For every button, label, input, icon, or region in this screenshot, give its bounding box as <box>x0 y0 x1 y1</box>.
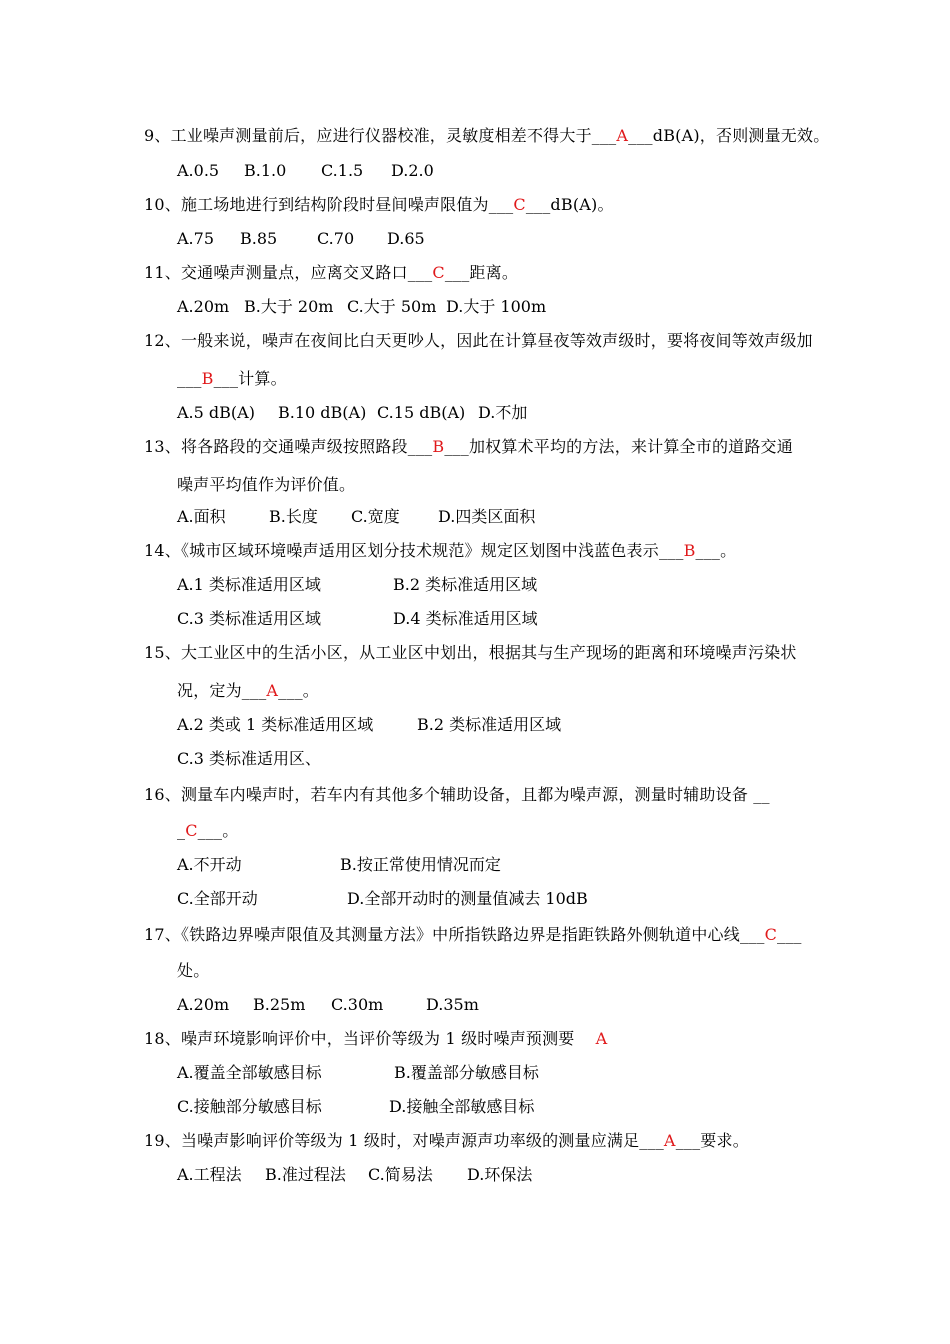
question-15 <box>144 643 797 663</box>
answer-mark: B <box>201 369 214 388</box>
question-text: 17、《铁路边界噪声限值及其测量方法》中所指铁路边界是指距铁路外侧轨道中心线___ <box>144 925 765 944</box>
answer-mark: B <box>683 541 696 560</box>
option-b: B.覆盖部分敏感目标 <box>394 1063 539 1082</box>
option-d: D.全部开动时的测量值减去 10dB <box>347 889 588 908</box>
answer-mark: C <box>432 263 445 282</box>
option-c: C.3 类标准适用区域 <box>177 609 322 628</box>
option-a: A.面积 <box>177 507 226 526</box>
question-19 <box>144 1131 749 1151</box>
option-b: B.10 dB(A) <box>278 403 367 422</box>
option-b: B.25m <box>253 995 306 1014</box>
option-c: C.15 dB(A) <box>377 403 466 422</box>
question-text: ___ <box>177 369 202 388</box>
option-a: A.0.5 <box>177 161 220 180</box>
question-text: _ <box>177 821 186 840</box>
question-text: 13、将各路段的交通噪声级按照路段___ <box>144 437 433 456</box>
option-a: A.不开动 <box>177 855 242 874</box>
option-b: B.按正常使用情况而定 <box>340 855 501 874</box>
question-17-cont <box>177 961 209 981</box>
question-text: ___要求。 <box>675 1131 749 1150</box>
answer-mark: A <box>616 126 629 145</box>
question-text: ___dB(A)，否则测量无效。 <box>628 126 830 145</box>
question-text: 12、一般来说，噪声在夜间比白天更吵人，因此在计算昼夜等效声级时，要将夜间等效声级加 <box>144 331 813 350</box>
question-text: 15、大工业区中的生活小区，从工业区中划出，根据其与生产现场的距离和环境噪声污染状 <box>144 643 797 662</box>
option-c: C.30m <box>331 995 384 1014</box>
question-text: ___距离。 <box>444 263 519 282</box>
question-text: 9、工业噪声测量前后，应进行仪器校准，灵敏度相差不得大于___ <box>144 126 617 145</box>
question-text: 处。 <box>177 961 210 980</box>
question-text: 19、当噪声影响评价等级为 1 级时，对噪声源声功率级的测量应满足___ <box>144 1131 664 1150</box>
question-text: ___ <box>777 925 802 944</box>
question-text: ___。 <box>278 681 319 700</box>
option-c: C.全部开动 <box>177 889 258 908</box>
option-a: A.1 类标准适用区域 <box>177 575 321 594</box>
answer-mark: C <box>185 821 198 840</box>
option-a: A.20m <box>177 297 230 316</box>
option-b: B.85 <box>240 229 278 248</box>
answer-mark: A <box>595 1029 608 1048</box>
option-c: C.3 类标准适用区、 <box>177 749 322 768</box>
option-c: C.宽度 <box>351 507 400 526</box>
answer-mark: C <box>764 925 778 944</box>
question-17 <box>144 925 802 945</box>
question-14 <box>144 541 736 561</box>
question-12-cont <box>177 369 287 389</box>
option-b: B.2 类标准适用区域 <box>417 715 562 734</box>
option-b: B.2 类标准适用区域 <box>393 575 538 594</box>
option-c: C.70 <box>317 229 355 248</box>
option-a: A.2 类或 1 类标准适用区域 <box>177 715 374 734</box>
option-d: D.四类区面积 <box>438 507 536 526</box>
question-text: 噪声平均值作为评价值。 <box>177 475 356 494</box>
question-text: ___dB(A)。 <box>525 195 614 214</box>
option-c: C.简易法 <box>368 1165 433 1184</box>
option-b: B.长度 <box>269 507 318 526</box>
question-text: ___计算。 <box>213 369 287 388</box>
question-10 <box>144 195 614 215</box>
option-d: D.接触全部敏感目标 <box>389 1097 535 1116</box>
question-text: ___。 <box>197 821 239 840</box>
question-text: 10、施工场地进行到结构阶段时昼间噪声限值为___ <box>144 195 514 214</box>
option-a: A.工程法 <box>177 1165 242 1184</box>
option-b: B.1.0 <box>244 161 287 180</box>
answer-mark: A <box>663 1131 676 1150</box>
option-d: D.不加 <box>478 403 528 422</box>
option-c: C.接触部分敏感目标 <box>177 1097 322 1116</box>
option-c: C.大于 50m <box>347 297 437 316</box>
question-16 <box>144 785 770 805</box>
question-text: 16、测量车内噪声时，若车内有其他多个辅助设备，且都为噪声源，测量时辅助设备 __ <box>144 785 770 804</box>
option-a: A.20m <box>177 995 230 1014</box>
answer-mark: C <box>513 195 526 214</box>
option-a: A.5 dB(A) <box>177 403 255 422</box>
question-15-cont <box>177 681 319 701</box>
option-a: A.75 <box>177 229 214 248</box>
option-d: D.4 类标准适用区域 <box>393 609 538 628</box>
option-a: A.覆盖全部敏感目标 <box>177 1063 322 1082</box>
question-16-cont <box>177 821 238 841</box>
answer-mark: B <box>432 437 445 456</box>
question-13 <box>144 437 793 457</box>
question-11 <box>144 263 518 283</box>
question-text: 14、《城市区域环境噪声适用区划分技术规范》规定区划图中浅蓝色表示___ <box>144 541 684 560</box>
question-text: ___。 <box>695 541 737 560</box>
question-text: 18、噪声环境影响评价中，当评价等级为 1 级时噪声预测要 <box>144 1029 596 1048</box>
question-text: 况，定为___ <box>177 681 267 700</box>
question-13-cont <box>177 475 355 495</box>
question-12 <box>144 331 813 351</box>
question-text: 11、交通噪声测量点，应离交叉路口___ <box>144 263 433 282</box>
answer-mark: A <box>266 681 279 700</box>
option-d: D.2.0 <box>391 161 434 180</box>
option-d: D.35m <box>426 995 479 1014</box>
option-b: B.大于 20m <box>244 297 334 316</box>
question-text: ___加权算术平均的方法，来计算全市的道路交通 <box>444 437 793 456</box>
question-9 <box>144 126 829 146</box>
option-c: C.1.5 <box>321 161 364 180</box>
option-b: B.准过程法 <box>265 1165 346 1184</box>
option-d: D.大于 100m <box>446 297 547 316</box>
option-d: D.65 <box>387 229 425 248</box>
option-d: D.环保法 <box>467 1165 533 1184</box>
question-18 <box>144 1029 607 1049</box>
